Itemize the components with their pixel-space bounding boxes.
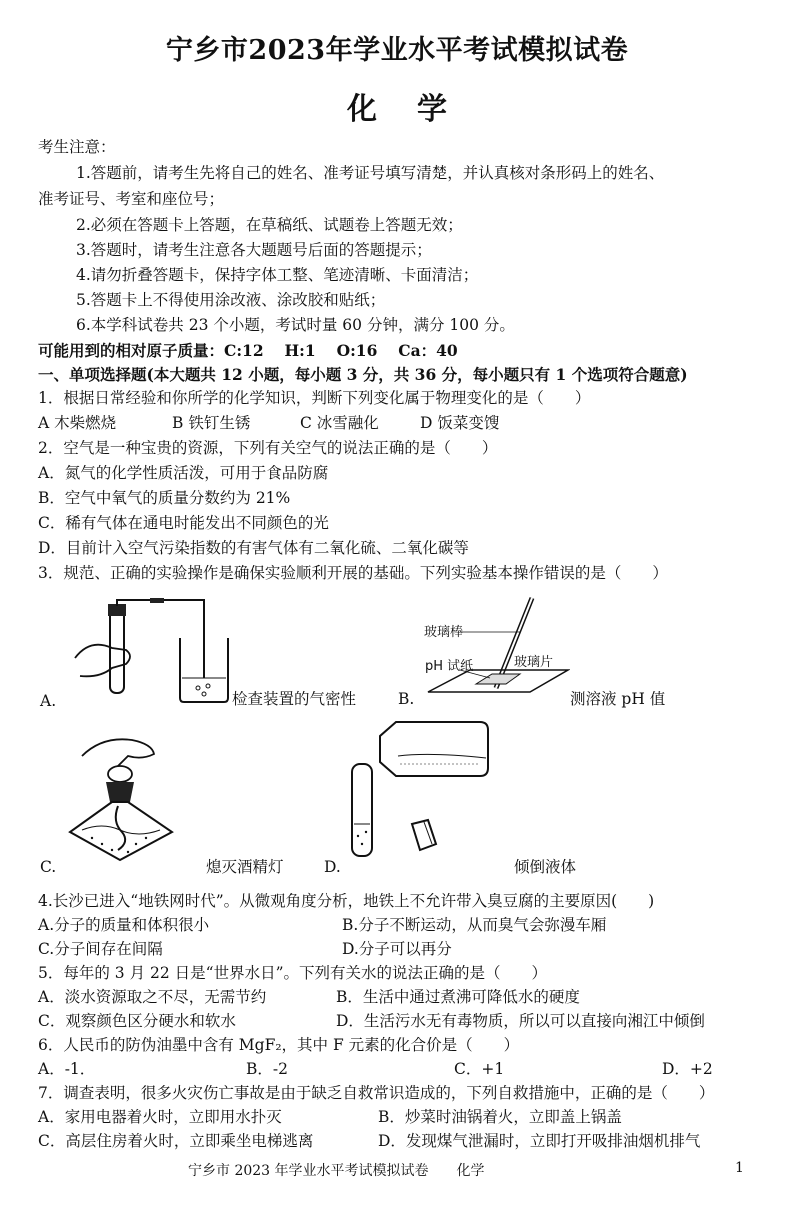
q6-stem: 6．人民币的防伪油墨中含有 MgF₂，其中 F 元素的化合价是（ ） [38,1036,520,1054]
section-heading: 一、单项选择题(本大题共 12 小题，每小题 3 分，共 36 分，每小题只有 1 个选项符合题意) [38,365,688,384]
q1-option-b: B 铁钉生锈 [172,414,251,432]
q5-stem: 5．每年的 3 月 22 日是“世界水日”。下列有关水的说法正确的是（ ） [38,964,548,982]
page-number: 1 [735,1160,744,1176]
q3-stem: 3．规范、正确的实验操作是确保实验顺利开展的基础。下列实验基本操作错误的是（ ） [38,564,668,582]
figure-a-airtightness-icon [70,598,230,708]
q3-b-glass-sheet-label: 玻璃片 [514,655,554,670]
q2-stem: 2．空气是一种宝贵的资源，下列有关空气的说法正确的是（ ） [38,439,498,457]
notice-item: 5.答题卡上不得使用涂改液、涂改胶和贴纸； [76,291,386,309]
q7-option-b: B．炒菜时油锅着火，立即盖上锅盖 [378,1108,622,1126]
q1-option-a: A 木柴燃烧 [38,414,117,432]
q5-option-c: C．观察颜色区分硬水和软水 [38,1012,236,1030]
q3-b-label: B. [398,690,415,708]
q7-option-c: C．高层住房着火时，立即乘坐电梯逃离 [38,1132,314,1150]
q6-option-a: A．-1． [38,1060,96,1078]
q4-option-d: D.分子可以再分 [342,940,452,958]
q3-a-caption: 检查装置的气密性 [232,690,357,708]
q5-option-b: B．生活中通过煮沸可降低水的硬度 [336,988,580,1006]
figure-c-alcohol-lamp-icon [62,726,182,866]
footer-text: 宁乡市 2023 年学业水平考试模拟试卷 化学 [188,1163,485,1179]
q7-stem: 7．调查表明，很多火灾伤亡事故是由于缺乏自救常识造成的，下列自救措施中，正确的是（ ） [38,1084,715,1102]
figure-b-ph-test-icon [420,592,570,700]
q1-option-d: D 饭菜变馊 [420,414,500,432]
q7-option-a: A．家用电器着火时，立即用水扑灭 [38,1108,282,1126]
notice-item: 6.本学科试卷共 23 个小题，考试时量 60 分钟，满分 100 分。 [76,316,515,334]
notice-item: 准考证号、考室和座位号； [38,190,225,208]
q3-a-label: A. [40,692,57,710]
notice-heading: 考生注意： [38,138,116,156]
q4-option-a: A.分子的质量和体积很小 [38,916,210,934]
subject-title: 化学 [347,92,487,127]
q5-option-a: A．淡水资源取之不尽，无需节约 [38,988,267,1006]
q1-stem: 1．根据日常经验和你所学的化学知识，判断下列变化属于物理变化的是（ ） [38,389,591,407]
q3-b-caption: 测溶液 pH 值 [570,690,666,708]
q4-option-c: C.分子间存在间隔 [38,940,163,958]
q3-c-caption: 熄灭酒精灯 [206,858,284,876]
exam-title: 宁乡市2023年学业水平考试模拟试卷 [165,35,629,66]
q5-option-d: D．生活污水无有毒物质，所以可以直接向湘江中倾倒 [336,1012,705,1030]
q3-b-ph-paper-label: pH 试纸 [425,659,474,674]
atomic-mass-line: 可能用到的相对原子质量：C:12 H:1 O:16 Ca：40 [38,341,458,360]
q7-option-d: D．发现煤气泄漏时，立即打开吸排油烟机排气 [378,1132,701,1150]
q3-c-label: C. [40,858,57,876]
q1-option-c: C 冰雪融化 [300,414,379,432]
q6-option-b: B．-2 [246,1060,288,1078]
q2-option-d: D．目前计入空气污染指数的有害气体有二氧化硫、二氧化碳等 [38,539,469,557]
notice-item: 4.请勿折叠答题卡，保持字体工整、笔迹清晰、卡面清洁； [76,266,479,284]
q3-d-caption: 倾倒液体 [514,858,577,876]
q2-option-c: C．稀有气体在通电时能发出不同颜色的光 [38,514,329,532]
q6-option-d: D．+2 [662,1060,713,1078]
q2-option-a: A．氮气的化学性质活泼，可用于食品防腐 [38,464,329,482]
figure-d-pouring-liquid-icon [340,712,500,862]
notice-item: 2.必须在答题卡上答题，在草稿纸、试题卷上答题无效； [76,216,463,234]
q3-b-glass-rod-label: 玻璃棒 [424,625,464,640]
notice-item: 3.答题时，请考生注意各大题题号后面的答题提示； [76,241,432,259]
q6-option-c: C．+1 [454,1060,505,1078]
q4-option-b: B.分子不断运动，从而臭气会弥漫车厢 [342,916,607,934]
q4-stem: 4.长沙已进入“地铁网时代”。从微观角度分析，地铁上不允许带入臭豆腐的主要原因( ) [38,892,655,910]
notice-item: 1.答题前，请考生先将自己的姓名、准考证号填写清楚，并认真核对条形码上的姓名、 [76,164,665,182]
q2-option-b: B．空气中氧气的质量分数约为 21% [38,489,291,507]
q3-d-label: D. [324,858,341,876]
